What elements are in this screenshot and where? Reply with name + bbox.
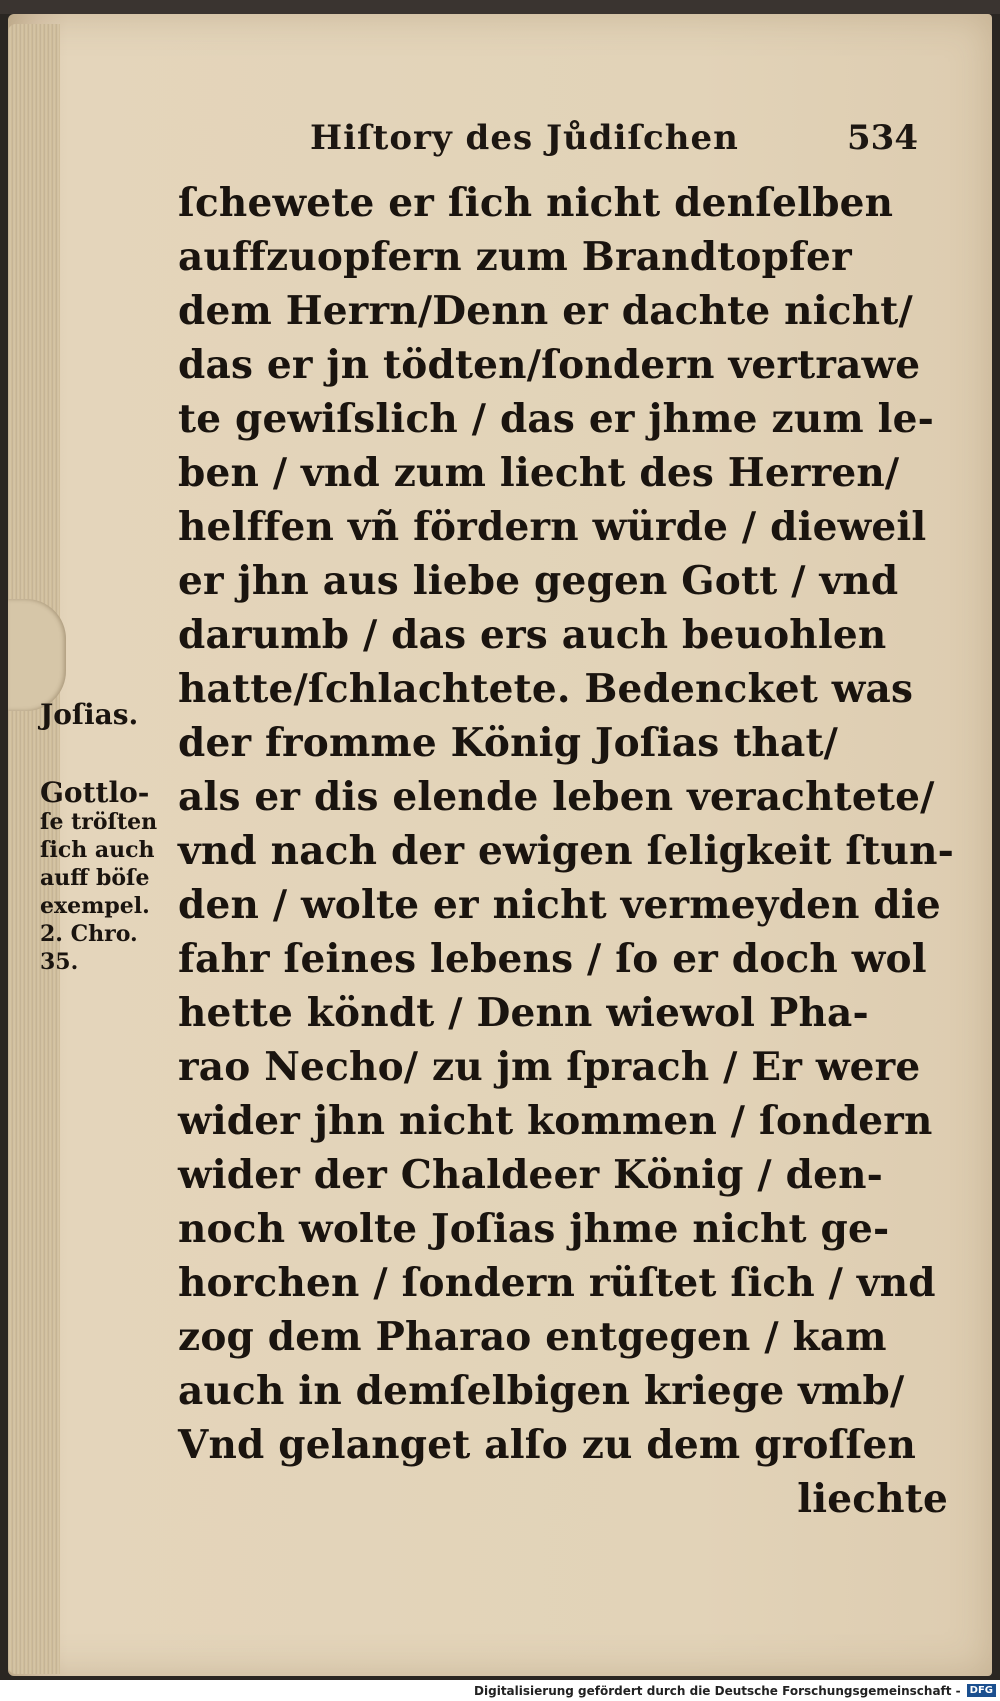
text-line: horchen / ſondern rüſtet ſich / vnd <box>178 1260 936 1306</box>
catchword: liechte <box>797 1476 948 1522</box>
body-text <box>178 176 955 1526</box>
margin-note-line: ſe tröſten <box>40 809 158 835</box>
margin-note-line: auff böſe <box>40 865 150 891</box>
margin-note-line: Gottlo- <box>40 776 150 809</box>
text-line: Vnd gelanget alſo zu dem groſſen <box>178 1422 917 1468</box>
margin-note-line: 35. <box>40 949 79 975</box>
text-line: das er jn tödten/ſondern vertrawe <box>178 342 921 388</box>
text-line: er jhn aus liebe gegen Gott / vnd <box>178 558 899 604</box>
footer-credit: Digitalisierung gefördert durch die Deutsche Forschungsgemeinschaft - <box>474 1683 961 1698</box>
text-line: ben / vnd zum liecht des Herren/ <box>178 450 900 496</box>
footer-bar <box>0 1680 1000 1701</box>
text-line: den / wolte er nicht vermeyden die <box>178 882 941 928</box>
text-line: te gewiſslich / das er jhme zum le- <box>178 396 935 442</box>
text-line: wider jhn nicht kommen / ſondern <box>178 1098 933 1144</box>
text-line: helffen vñ fördern würde / dieweil <box>178 504 927 550</box>
text-line: auch in demſelbigen kriege vmb/ <box>178 1368 905 1414</box>
text-line: der fromme König Joſias that/ <box>178 720 839 766</box>
running-head <box>310 118 930 168</box>
text-line: wider der Chaldeer König / den- <box>178 1152 884 1198</box>
margin-notes <box>40 700 190 976</box>
text-line: ſchewete er ſich nicht denſelben <box>178 180 894 226</box>
running-head-title: Hiſtory des Jůdiſchen <box>310 118 739 158</box>
margin-note-line: 2. Chro. <box>40 921 138 947</box>
scan-top-edge <box>0 0 1000 14</box>
dfg-logo: DFG <box>967 1684 996 1697</box>
page-number: 534 <box>847 118 918 158</box>
margin-note-line: ſich auch <box>40 837 155 863</box>
text-line: noch wolte Joſias jhme nicht ge- <box>178 1206 890 1252</box>
text-line: fahr ſeines lebens / ſo er doch wol <box>178 936 927 982</box>
text-line: auffzuopfern zum Brandtopfer <box>178 234 852 280</box>
margin-note-josias: Joſias. <box>40 698 139 731</box>
clasp-mark <box>8 599 66 711</box>
text-line: dem Herrn/Denn er dachte nicht/ <box>178 288 913 334</box>
text-line: zog dem Pharao entgegen / kam <box>178 1314 887 1360</box>
text-line: vnd nach der ewigen ſeligkeit ſtun- <box>178 828 955 874</box>
text-line: hatte/ſchlachtete. Bedencket was <box>178 666 914 712</box>
text-line: rao Necho/ zu jm ſprach / Er were <box>178 1044 921 1090</box>
text-line: darumb / das ers auch beuohlen <box>178 612 887 658</box>
text-line: als er dis elende leben verachtete/ <box>178 774 935 820</box>
text-line: hette köndt / Denn wiewol Pha- <box>178 990 869 1036</box>
margin-note-line: exempel. <box>40 893 150 919</box>
